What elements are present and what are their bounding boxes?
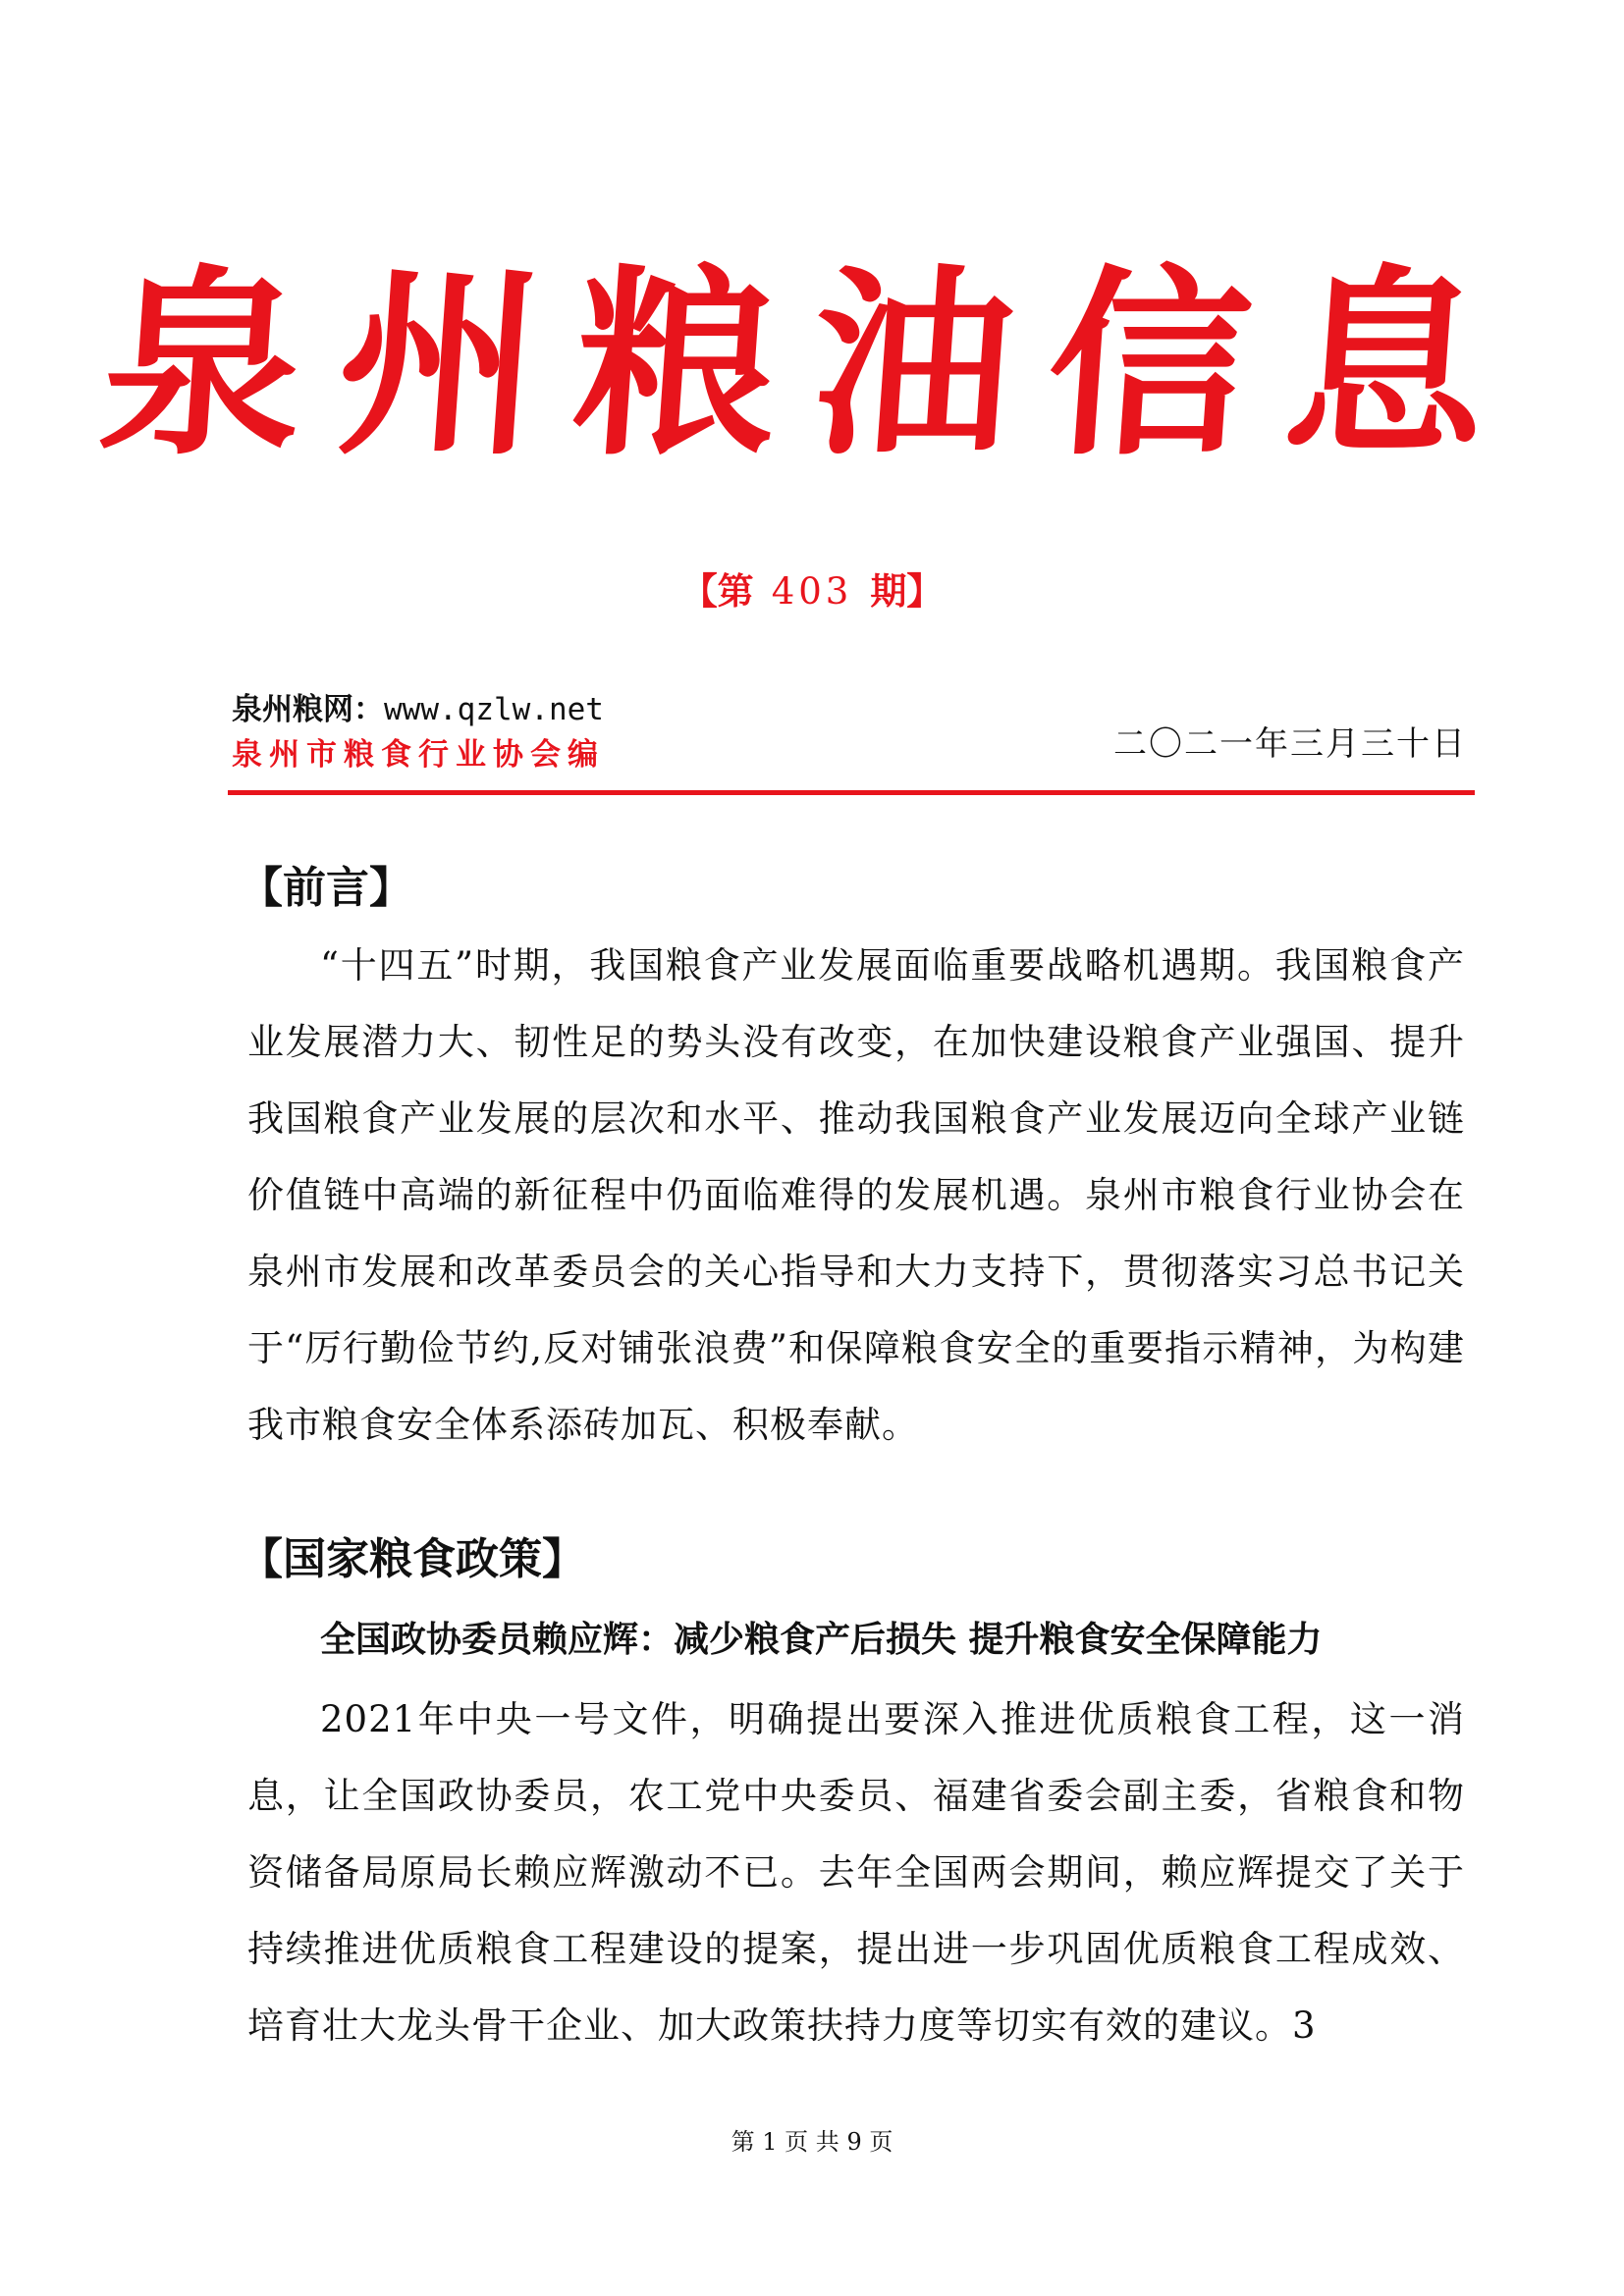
policy-body: 2021年中央一号文件，明确提出要深入推进优质粮食工程，这一消息，让全国政协委员，农工党中央委员、福建省委会副主委，省粮食和物资储备局原局长赖应辉激动不已。去年全国两会期间，赖应辉提交了关于持续推进优质粮食工程建设的提案，提出进一步巩固优质粮食工程成效、培育壮大龙头骨干企业、加大政策扶持力度等切实有效的建议。3 [247, 1698, 1465, 2047]
website-label: 泉州粮网： [232, 692, 384, 727]
issue-number-value: 403 [771, 570, 853, 613]
website-line [232, 684, 604, 728]
issue-number [0, 561, 1624, 614]
issue-prefix: 【第 [680, 569, 754, 613]
masthead-title: 泉州粮油信息 [93, 247, 1531, 483]
preface-heading: 【前言】 [240, 863, 412, 913]
issue-suffix: 期】 [870, 569, 944, 613]
header-divider [228, 790, 1475, 795]
page-footer: 第 1 页 共 9 页 [731, 2128, 893, 2156]
editor-credit: 泉州市粮食行业协会编 [232, 737, 605, 773]
preface-body: “十四五”时期，我国粮食产业发展面临重要战略机遇期。我国粮食产业发展潜力大、韧性足的势头没有改变，在加快建设粮食产业强国、提升我国粮食产业发展的层次和水平、推动我国粮食产业发展迈向全球产业链价值链中高端的新征程中仍面临难得的发展机遇。泉州市粮食行业协会在泉州市发展和改革委员会的关心指导和大力支持下，贯彻落实习总书记关于“厉行勤俭节约,反对铺张浪费”和保障粮食安全的重要指示精神，为构建我市粮食安全体系添砖加瓦、积极奉献。 [247, 944, 1465, 1446]
article-title[interactable]: 全国政协委员赖应辉：减少粮食产后损失 提升粮食安全保障能力 [320, 1620, 1323, 1660]
website-link[interactable]: www.qzlw.net [384, 692, 604, 727]
publication-date: 二〇二一年三月三十日 [1113, 724, 1467, 764]
policy-heading: 【国家粮食政策】 [240, 1534, 585, 1584]
